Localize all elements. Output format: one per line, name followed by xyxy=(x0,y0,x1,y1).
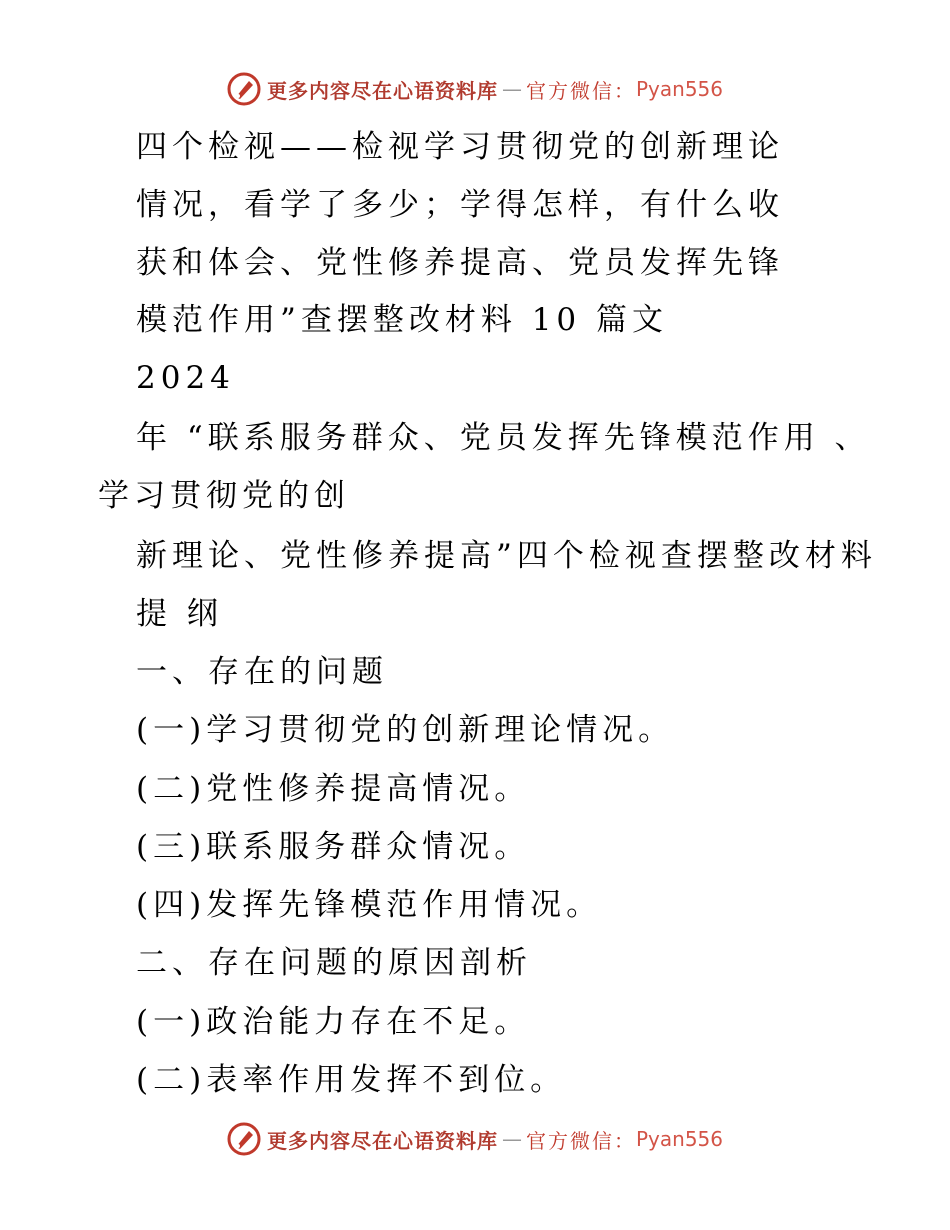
doc-outline-heading: 提 纲 xyxy=(136,596,223,632)
footer-banner xyxy=(0,1122,950,1156)
doc-subtitle-line-2: 学习贯彻党的创 xyxy=(98,478,350,514)
doc-title-line-3: 获和体会、党性修养提高、党员发挥先锋 xyxy=(136,245,784,281)
banner-title: 更多内容尽在心语资料库 xyxy=(266,78,498,103)
list-item: (二)表率作用发挥不到位。 xyxy=(136,1062,567,1098)
doc-title-line-1: 四个检视——检视学习贯彻党的创新理论 xyxy=(136,129,784,165)
doc-title-line-2: 情况，看学了多少；学得怎样，有什么收 xyxy=(136,187,784,223)
section-heading-2: 二、存在问题的原因剖析 xyxy=(136,945,532,981)
list-item: (四)发挥先锋模范作用情况。 xyxy=(136,887,603,923)
pen-logo-icon xyxy=(227,1122,261,1156)
header-banner xyxy=(0,72,950,106)
list-item: (二)党性修养提高情况。 xyxy=(136,771,531,807)
banner-wechat-label: 官方微信： xyxy=(525,78,636,103)
banner-separator: — xyxy=(501,77,522,101)
banner-separator: — xyxy=(501,1127,522,1151)
banner-wechat-label: 官方微信： xyxy=(525,1128,636,1153)
doc-title-line-4: 模范作用”查摆整改材料 10 篇文 xyxy=(136,302,669,338)
list-item: (一)政治能力存在不足。 xyxy=(136,1004,531,1040)
section-heading-1: 一、存在的问题 xyxy=(136,654,388,690)
banner-wechat-id: Pyan556 xyxy=(635,1127,723,1151)
doc-year-line: 2024 xyxy=(136,360,235,396)
list-item: (三)联系服务群众情况。 xyxy=(136,829,531,865)
pen-logo-icon xyxy=(227,72,261,106)
banner-wechat-id: Pyan556 xyxy=(635,77,723,101)
doc-subtitle-line-1: 年 “联系服务群众、党员发挥先锋模范作用 、 xyxy=(136,420,871,456)
doc-subtitle-line-3: 新理论、党性修养提高”四个检视查摆整改材料 xyxy=(136,538,877,574)
list-item: (一)学习贯彻党的创新理论情况。 xyxy=(136,712,675,748)
banner-title: 更多内容尽在心语资料库 xyxy=(266,1128,498,1153)
